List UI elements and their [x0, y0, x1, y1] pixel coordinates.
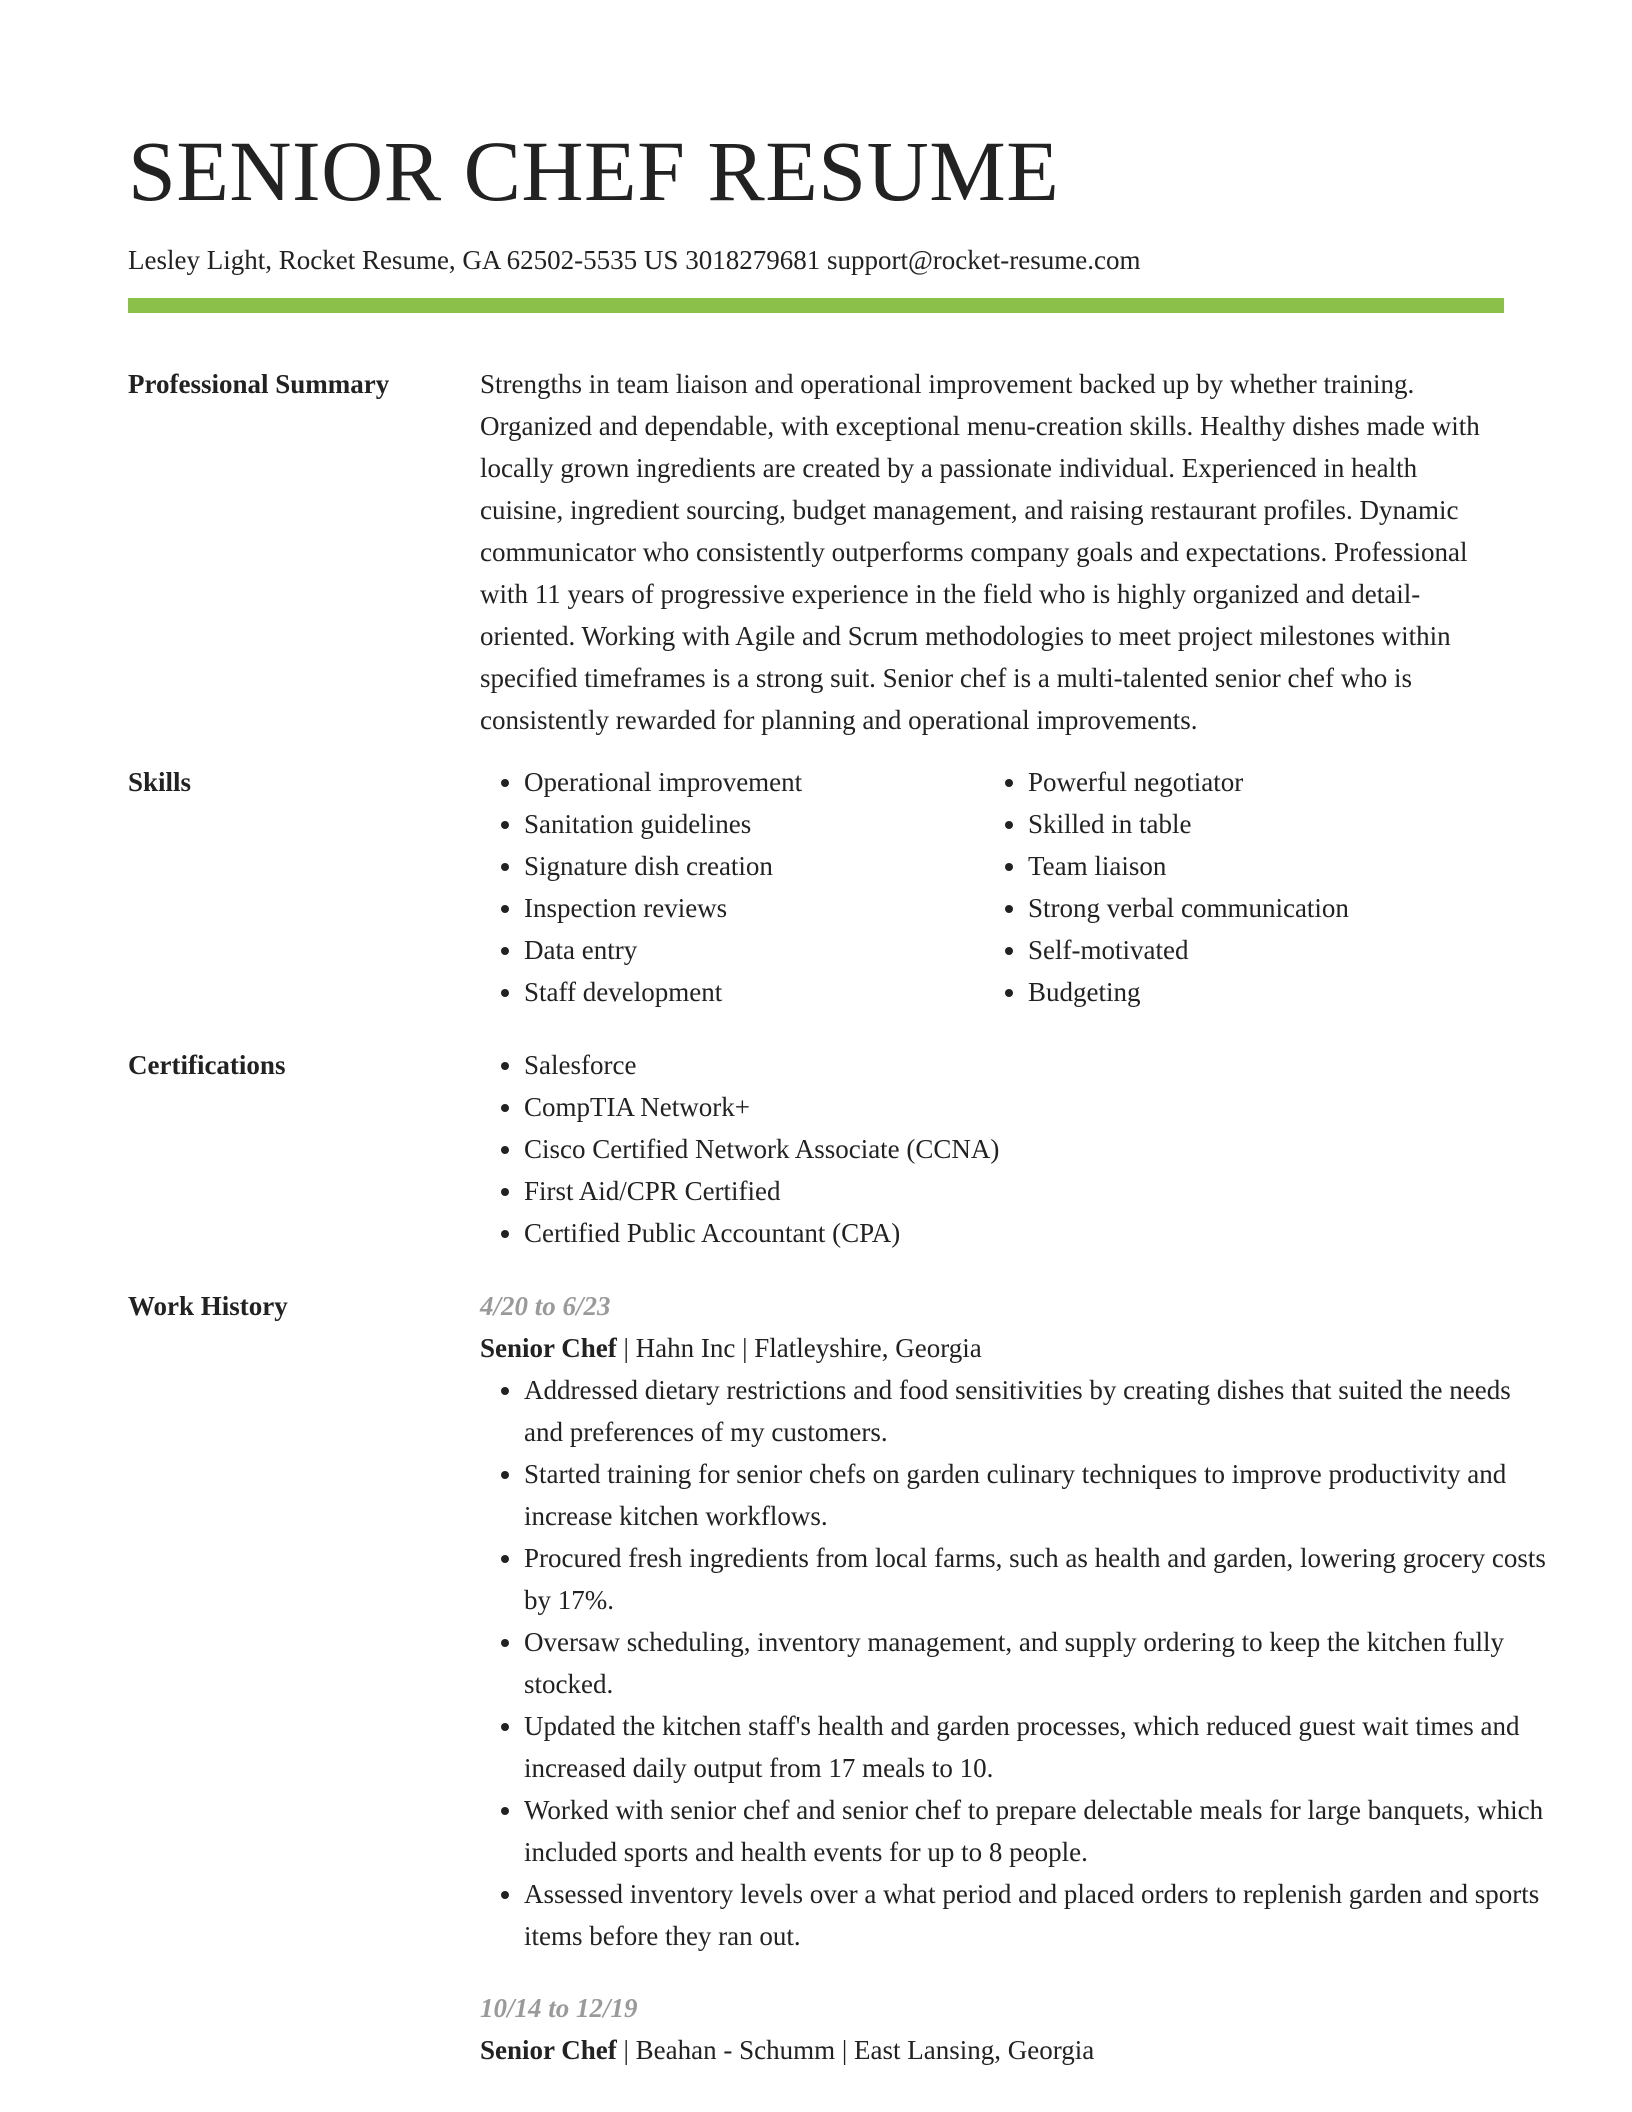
job-company-location: | Hahn Inc | Flatleyshire, Georgia: [616, 1333, 982, 1363]
summary-section: [128, 363, 1504, 741]
resume-page: [128, 0, 1546, 2071]
job-bullet: • Worked with senior chef and senior chef to prepare delectable meals for large banquets, which included sports and health events for up to 8 people.: [524, 1789, 1546, 1873]
skill-item: • Budgeting: [1028, 971, 1488, 1013]
skill-item: • Sanitation guidelines: [524, 803, 984, 845]
job-company-location: | Beahan - Schumm | East Lansing, Georgia: [616, 2035, 1095, 2065]
skills-list-right: [984, 761, 1488, 1013]
resume-title: SENIOR CHEF RESUME: [128, 123, 1060, 219]
skill-item: • Signature dish creation: [524, 845, 984, 887]
skill-item: • Inspection reviews: [524, 887, 984, 929]
work-history-section: [128, 1285, 1546, 2071]
job-dates: 4/20 to 6/23: [480, 1291, 611, 1321]
certification-item: • CompTIA Network+: [524, 1086, 1504, 1128]
job-bullet: • Started training for senior chefs on garden culinary techniques to improve productivity and increase kitchen workflows.: [524, 1453, 1546, 1537]
certification-item: • Certified Public Accountant (CPA): [524, 1212, 1504, 1254]
job-bullets: [480, 1369, 1546, 1957]
job-role: Senior Chef: [480, 1333, 617, 1363]
certifications-section: [128, 1044, 1504, 1254]
job-bullet: • Updated the kitchen staff's health and garden processes, which reduced guest wait times and increased daily output from 17 meals to 10.: [524, 1705, 1546, 1789]
job-title-line: [480, 1327, 1546, 1369]
certifications-heading: Certifications: [128, 1050, 286, 1080]
job-title-line: [480, 2029, 1546, 2071]
skill-item: • Powerful negotiator: [1028, 761, 1488, 803]
job-bullet: • Procured fresh ingredients from local farms, such as health and garden, lowering grocery costs by 17%.: [524, 1537, 1546, 1621]
job-role: Senior Chef: [480, 2035, 617, 2065]
skills-section: [128, 761, 1504, 1013]
certification-item: • First Aid/CPR Certified: [524, 1170, 1504, 1212]
skill-item: • Team liaison: [1028, 845, 1488, 887]
summary-heading: Professional Summary: [128, 369, 390, 399]
certification-item: • Salesforce: [524, 1044, 1504, 1086]
skill-item: • Self-motivated: [1028, 929, 1488, 971]
summary-text: Strengths in team liaison and operational improvement backed up by whether training. Organized and dependable, with exceptional menu-creation skills. Healthy dishes made with locally grown ingredients are created by a passionate individual. Experienced in health cuisine, ingredient sourcing, budget management, and raising restaurant profiles. Dynamic communicator who consistently outperforms company goals and expectations. Professional with 11 years of progressive experience in the field who is highly organized and detail-oriented. Working with Agile and Scrum methodologies to meet project milestones within specified timeframes is a strong suit. Senior chef is a multi-talented senior chef who is consistently rewarded for planning and operational improvements.: [480, 369, 1480, 735]
job-bullet: • Assessed inventory levels over a what period and placed orders to replenish garden and sports items before they ran out.: [524, 1873, 1546, 1957]
certification-item: • Cisco Certified Network Associate (CCNA): [524, 1128, 1504, 1170]
skills-list-left: [480, 761, 984, 1013]
accent-divider: [128, 298, 1504, 313]
skill-item: • Operational improvement: [524, 761, 984, 803]
skills-heading: Skills: [128, 767, 192, 797]
job-entry: [480, 1987, 1546, 2071]
job-dates: 10/14 to 12/19: [480, 1993, 638, 2023]
job-entry: [480, 1285, 1546, 1957]
job-bullet: • Oversaw scheduling, inventory management, and supply ordering to keep the kitchen fully stocked.: [524, 1621, 1546, 1705]
skill-item: • Staff development: [524, 971, 984, 1013]
skill-item: • Data entry: [524, 929, 984, 971]
skill-item: • Skilled in table: [1028, 803, 1488, 845]
skill-item: • Strong verbal communication: [1028, 887, 1488, 929]
work-history-heading: Work History: [128, 1291, 288, 1321]
certifications-list: [480, 1044, 1504, 1254]
contact-line: Lesley Light, Rocket Resume, GA 62502-5535 US 3018279681 support@rocket-resume.com: [128, 245, 1141, 275]
job-bullet: • Addressed dietary restrictions and food sensitivities by creating dishes that suited the needs and preferences of my customers.: [524, 1369, 1546, 1453]
